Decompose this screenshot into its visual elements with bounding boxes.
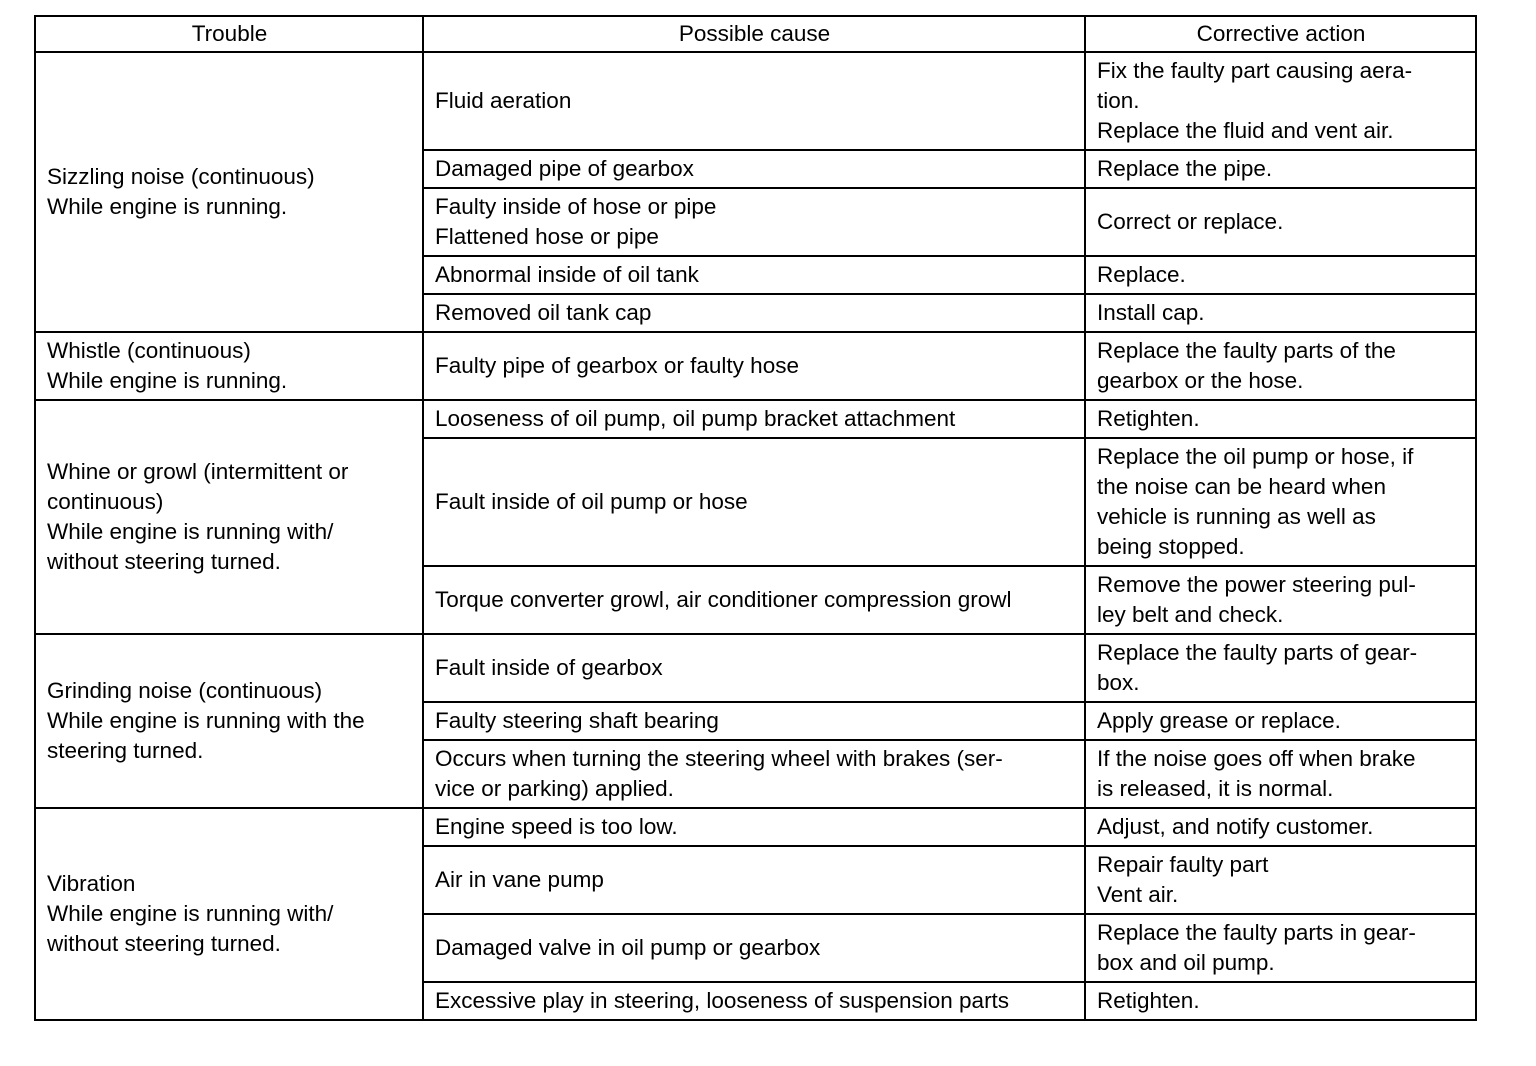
cause-cell: Occurs when turning the steering wheel with brakes (ser- vice or parking) applied. [423, 740, 1085, 808]
cause-cell: Air in vane pump [423, 846, 1085, 914]
cause-cell: Removed oil tank cap [423, 294, 1085, 332]
trouble-cell: Whistle (continuous) While engine is running. [35, 332, 423, 400]
table-body [35, 52, 1476, 1020]
action-cell: If the noise goes off when brake is released, it is normal. [1085, 740, 1476, 808]
cause-cell: Fault inside of gearbox [423, 634, 1085, 702]
table-header [35, 16, 1476, 52]
table-row [35, 634, 1476, 702]
cause-cell: Faulty pipe of gearbox or faulty hose [423, 332, 1085, 400]
cause-cell: Excessive play in steering, looseness of suspension parts [423, 982, 1085, 1020]
trouble-cell: Whine or growl (intermittent or continuous) While engine is running with/ without steering turned. [35, 400, 423, 634]
cause-cell: Abnormal inside of oil tank [423, 256, 1085, 294]
action-cell: Replace the faulty parts in gear- box and oil pump. [1085, 914, 1476, 982]
cause-cell: Torque converter growl, air conditioner compression growl [423, 566, 1085, 634]
cause-cell: Fault inside of oil pump or hose [423, 438, 1085, 566]
action-cell: Replace the oil pump or hose, if the noise can be heard when vehicle is running as well as being stopped. [1085, 438, 1476, 566]
header-row [35, 16, 1476, 52]
action-cell: Replace the pipe. [1085, 150, 1476, 188]
action-cell: Install cap. [1085, 294, 1476, 332]
cause-cell: Faulty inside of hose or pipe Flattened hose or pipe [423, 188, 1085, 256]
action-cell: Adjust, and notify customer. [1085, 808, 1476, 846]
action-cell: Replace the faulty parts of gear- box. [1085, 634, 1476, 702]
action-cell: Apply grease or replace. [1085, 702, 1476, 740]
troubleshooting-table [34, 15, 1477, 1021]
trouble-cell: Grinding noise (continuous) While engine is running with the steering turned. [35, 634, 423, 808]
header-corrective-action: Corrective action [1085, 16, 1476, 52]
table-row [35, 332, 1476, 400]
action-cell: Retighten. [1085, 400, 1476, 438]
action-cell: Repair faulty part Vent air. [1085, 846, 1476, 914]
action-cell: Remove the power steering pul- ley belt and check. [1085, 566, 1476, 634]
cause-cell: Faulty steering shaft bearing [423, 702, 1085, 740]
table-row [35, 400, 1476, 438]
cause-cell: Fluid aeration [423, 52, 1085, 150]
action-cell: Retighten. [1085, 982, 1476, 1020]
table-row [35, 52, 1476, 150]
trouble-cell: Sizzling noise (continuous) While engine is running. [35, 52, 423, 332]
cause-cell: Looseness of oil pump, oil pump bracket attachment [423, 400, 1085, 438]
table-row [35, 808, 1476, 846]
action-cell: Replace. [1085, 256, 1476, 294]
cause-cell: Damaged valve in oil pump or gearbox [423, 914, 1085, 982]
action-cell: Fix the faulty part causing aera- tion. Replace the fluid and vent air. [1085, 52, 1476, 150]
action-cell: Replace the faulty parts of the gearbox or the hose. [1085, 332, 1476, 400]
action-cell: Correct or replace. [1085, 188, 1476, 256]
header-possible-cause: Possible cause [423, 16, 1085, 52]
cause-cell: Damaged pipe of gearbox [423, 150, 1085, 188]
cause-cell: Engine speed is too low. [423, 808, 1085, 846]
trouble-cell: Vibration While engine is running with/ without steering turned. [35, 808, 423, 1020]
header-trouble: Trouble [35, 16, 423, 52]
